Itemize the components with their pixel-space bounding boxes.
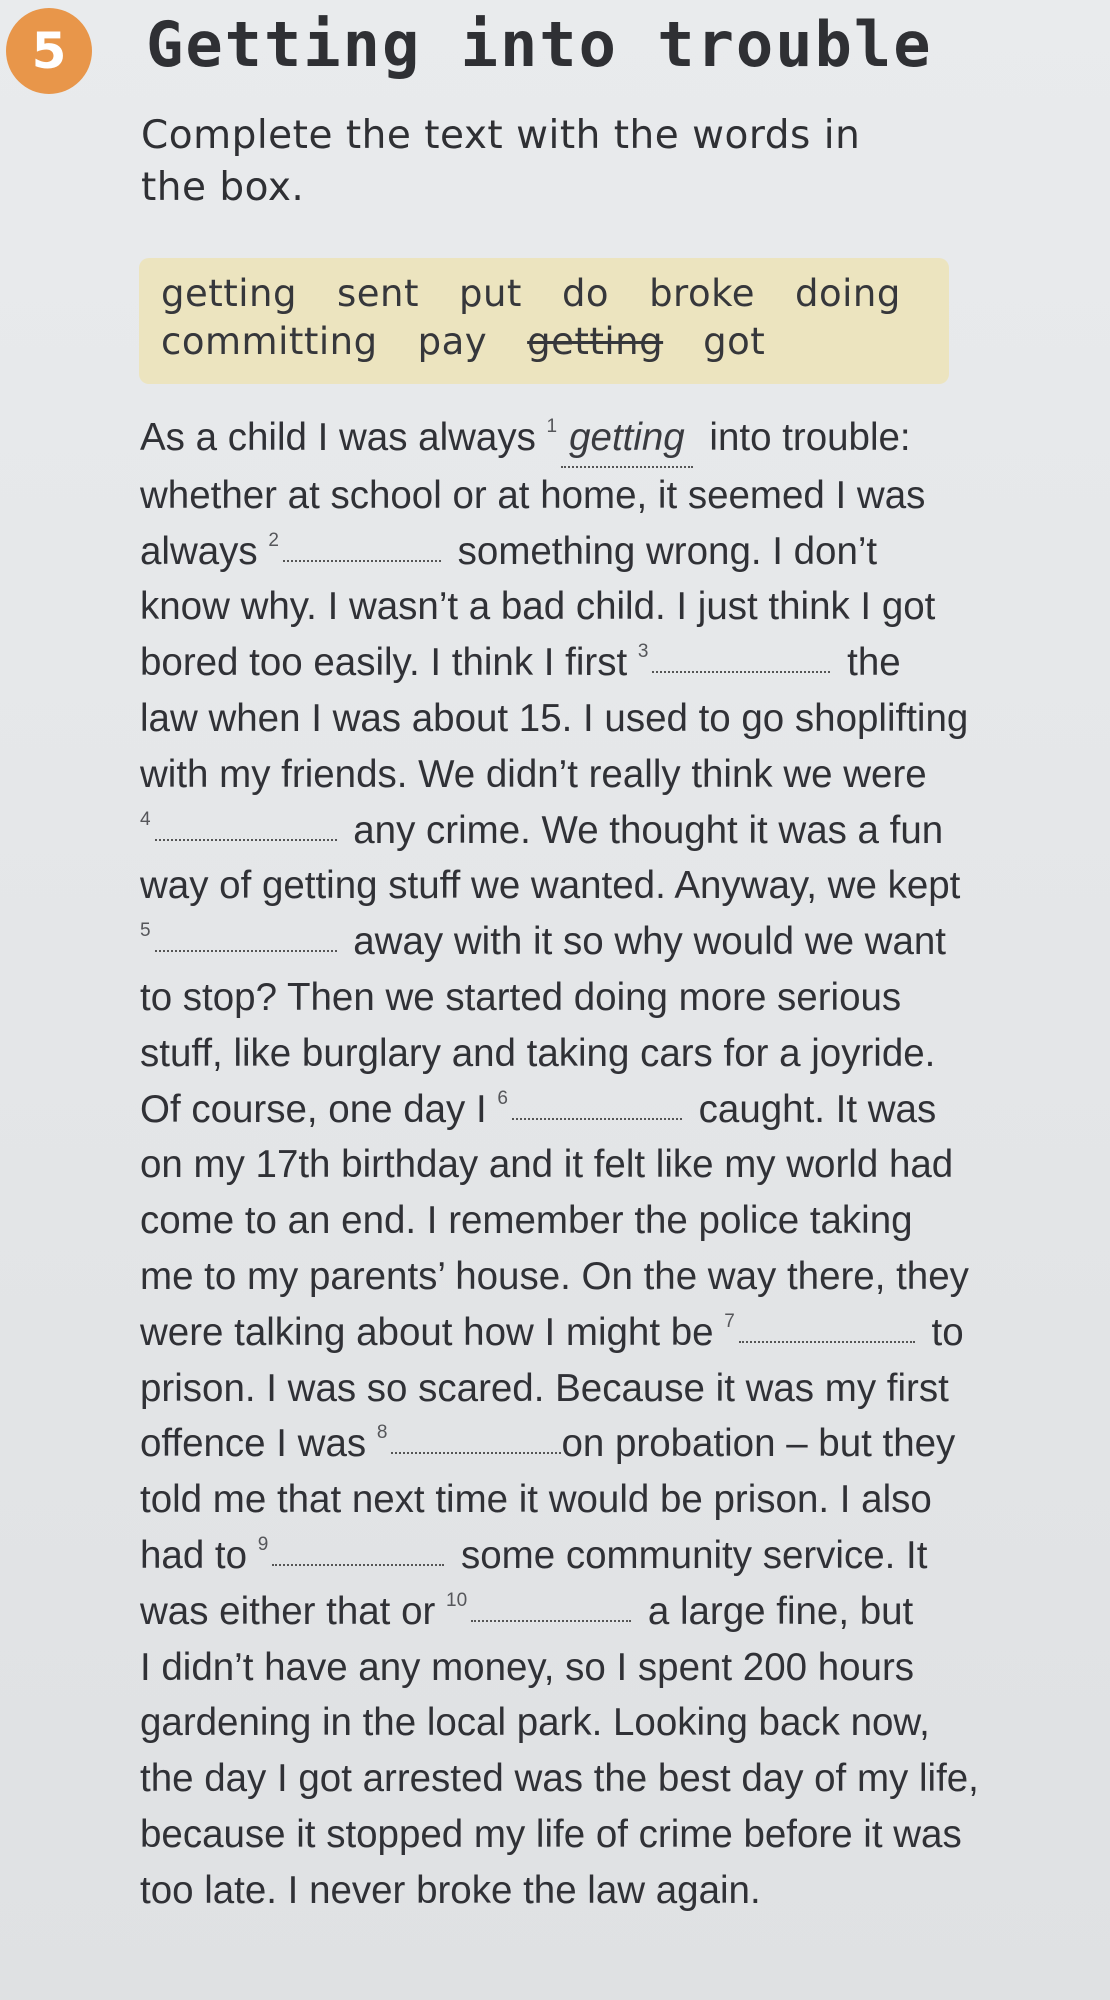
answer-gap[interactable] [155, 949, 337, 952]
passage-line: always $^2$ something wrong. I don’t [140, 529, 878, 573]
word-box-word: got [703, 320, 766, 363]
word-box-row [161, 320, 805, 363]
gap-number: 5 [140, 920, 151, 942]
passage-line: bored too easily. I think I first $^3$ the [140, 641, 901, 685]
passage-line: whether at school or at home, it seemed I was [140, 473, 926, 517]
passage-line: I didn’t have any money, so I spent 200 hours [140, 1645, 915, 1689]
passage-line: $^5$ away with it so why would we want [140, 920, 947, 964]
passage-line: were talking about how I might be $^7$ to [140, 1310, 964, 1354]
gap-number: 2 [268, 529, 279, 551]
passage-text [140, 410, 1040, 1919]
answer-gap[interactable] [652, 670, 830, 673]
word-box-word: getting [161, 272, 297, 315]
passage-line: too late. I never broke the law again. [140, 1868, 761, 1912]
passage-line: know why. I wasn’t a bad child. I just think I got [140, 585, 936, 629]
passage-line: stuff, like burglary and taking cars for a joyride. [140, 1031, 936, 1075]
word-box-row [161, 272, 941, 315]
word-box-word: doing [794, 272, 901, 315]
gap-number: 10 [446, 1589, 468, 1611]
passage-line: me to my parents’ house. On the way there, they [140, 1254, 969, 1298]
example-answer: getting [561, 410, 693, 468]
exercise-number: 5 [31, 22, 67, 80]
passage-line: $^4$ any crime. We thought it was a fun [140, 808, 944, 852]
answer-gap[interactable] [391, 1451, 561, 1454]
word-box-word: put [458, 272, 522, 315]
passage-line: prison. I was so scared. Because it was my first [140, 1366, 949, 1410]
passage-line: way of getting stuff we wanted. Anyway, we kept [140, 864, 961, 908]
word-box [139, 258, 949, 384]
passage-line: the day I got arrested was the best day of my life, [140, 1757, 979, 1801]
gap-number: 4 [140, 808, 151, 830]
exercise-number-badge [6, 8, 92, 94]
exercise-title: Getting into trouble [146, 8, 933, 81]
gap-number: 7 [724, 1310, 735, 1332]
passage-line: come to an end. I remember the police taking [140, 1199, 913, 1243]
word-box-word: pay [417, 320, 488, 363]
answer-gap[interactable] [155, 838, 337, 841]
word-box-word-struck: getting [527, 320, 664, 363]
word-box-word: do [561, 272, 610, 315]
passage-line: Of course, one day I $^6$ caught. It was [140, 1087, 937, 1131]
passage-line: had to $^9$ some community service. It [140, 1533, 928, 1577]
answer-gap[interactable] [283, 559, 441, 562]
passage-line: law when I was about 15. I used to go shoplifting [140, 696, 969, 740]
answer-gap[interactable] [512, 1117, 682, 1120]
gap-number: 8 [376, 1422, 388, 1444]
answer-gap[interactable] [739, 1340, 915, 1343]
passage-line: gardening in the local park. Looking back now, [140, 1701, 930, 1745]
passage-line: because it stopped my life of crime before it was [140, 1812, 962, 1856]
passage-line: As a child I was always $^1$ getting into trouble: [140, 410, 1040, 468]
passage-line: with my friends. We didn’t really think we were [140, 752, 927, 796]
passage-line: was either that or $^{10}$ a large fine, but [140, 1589, 914, 1633]
passage-line: to stop? Then we started doing more serious [140, 975, 902, 1019]
passage-line: on my 17th birthday and it felt like my world had [140, 1143, 954, 1187]
word-box-word: committing [161, 320, 378, 363]
answer-gap[interactable] [272, 1563, 444, 1566]
answer-gap[interactable] [471, 1619, 631, 1622]
gap-number: 3 [637, 641, 649, 663]
exercise-instruction: Complete the text with the words in the box. [141, 113, 861, 210]
word-box-word: sent [336, 272, 419, 315]
gap-number: 6 [497, 1087, 508, 1109]
passage-line: told me that next time it would be prison. I also [140, 1478, 932, 1522]
word-box-word: broke [649, 272, 755, 315]
passage-line: offence I was $^8$ on probation – but they [140, 1422, 956, 1466]
gap-number: 1 [546, 416, 558, 437]
gap-number: 9 [257, 1533, 269, 1555]
